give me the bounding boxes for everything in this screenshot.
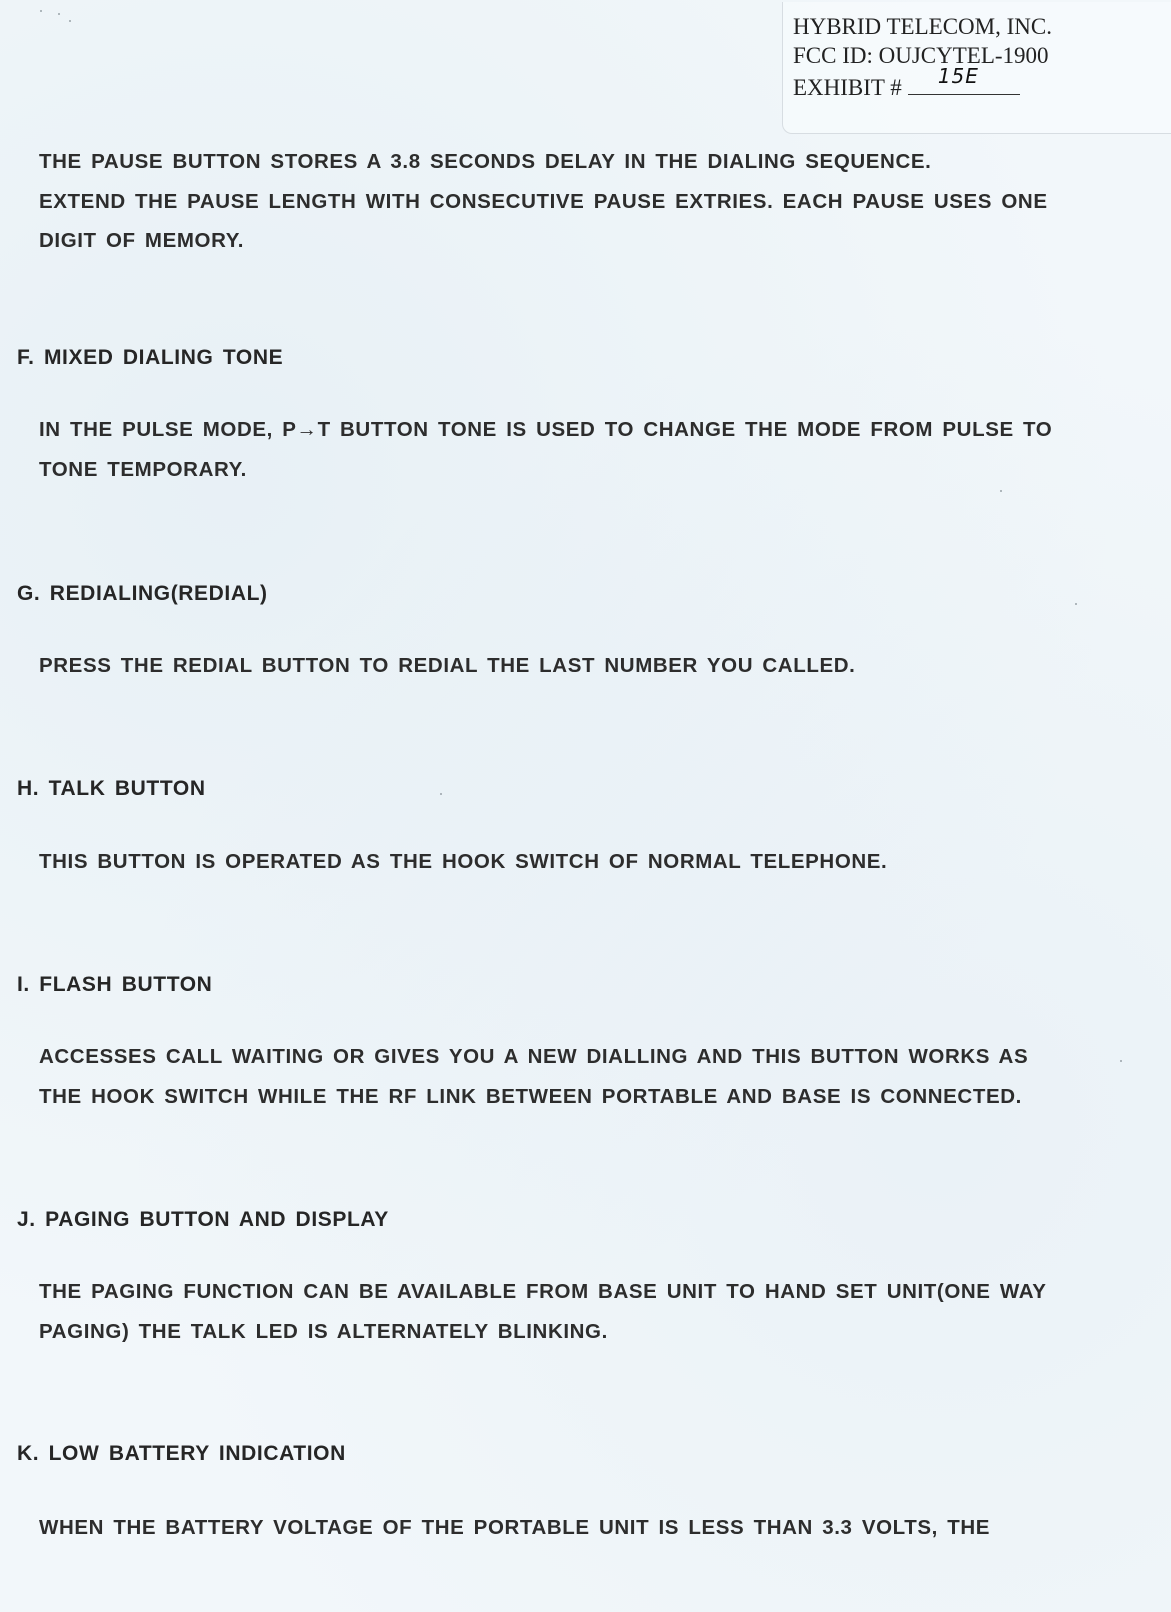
body-line: WHEN THE BATTERY VOLTAGE OF THE PORTABLE UNIT IS LESS THAN 3.3 VOLTS, THE xyxy=(39,1516,991,1539)
section-heading-g: G. REDIALING(REDIAL) xyxy=(17,582,268,605)
section-body-k xyxy=(39,1508,1149,1548)
section-body-j xyxy=(39,1272,1149,1351)
scan-speck xyxy=(440,793,442,795)
section-body-f xyxy=(39,410,1149,489)
body-line: ACCESSES CALL WAITING OR GIVES YOU A NEW DIALLING AND THIS BUTTON WORKS AS xyxy=(39,1045,1029,1068)
scan-speck xyxy=(40,10,42,12)
section-body-i xyxy=(39,1037,1149,1116)
intro-paragraph xyxy=(39,142,1149,261)
section-heading-j: J. PAGING BUTTON AND DISPLAY xyxy=(17,1208,389,1231)
section-body-g xyxy=(39,646,1149,686)
body-line: THE PAGING FUNCTION CAN BE AVAILABLE FROM BASE UNIT TO HAND SET UNIT(ONE WAY xyxy=(39,1280,1047,1303)
exhibit-number-field xyxy=(908,64,1020,95)
scan-speck xyxy=(1000,490,1002,492)
stamp-exhibit xyxy=(793,64,1020,101)
section-heading-i: I. FLASH BUTTON xyxy=(17,973,213,996)
section-heading-f: F. MIXED DIALING TONE xyxy=(17,346,284,369)
body-line: PRESS THE REDIAL BUTTON TO REDIAL THE LAST NUMBER YOU CALLED. xyxy=(39,654,856,677)
section-heading-k: K. LOW BATTERY INDICATION xyxy=(17,1442,346,1465)
body-line: PAGING) THE TALK LED IS ALTERNATELY BLINKING. xyxy=(39,1319,608,1343)
intro-line: EXTEND THE PAUSE LENGTH WITH CONSECUTIVE PAUSE EXTRIES. EACH PAUSE USES ONE xyxy=(39,189,1048,213)
stamp-company: HYBRID TELECOM, INC. xyxy=(793,14,1052,39)
body-line: THIS BUTTON IS OPERATED AS THE HOOK SWITCH OF NORMAL TELEPHONE. xyxy=(39,850,888,873)
stamp-exhibit-label: EXHIBIT # xyxy=(793,75,902,100)
intro-line: DIGIT OF MEMORY. xyxy=(39,229,245,252)
body-line: THE HOOK SWITCH WHILE THE RF LINK BETWEEN PORTABLE AND BASE IS CONNECTED. xyxy=(39,1084,1022,1108)
section-heading-h: H. TALK BUTTON xyxy=(17,777,206,800)
section-body-h xyxy=(39,842,1149,882)
stamp-fcc-id: FCC ID: OUJCYTEL-1900 xyxy=(793,43,1049,68)
intro-line: THE PAUSE BUTTON STORES A 3.8 SECONDS DELAY IN THE DIALING SEQUENCE. xyxy=(39,150,932,173)
body-line: IN THE PULSE MODE, P→T BUTTON TONE IS USED TO CHANGE THE MODE FROM PULSE TO xyxy=(39,418,1053,441)
scan-speck xyxy=(69,20,71,22)
scan-speck xyxy=(1075,603,1077,605)
scan-speck xyxy=(58,13,60,15)
exhibit-number-handwritten: 15E xyxy=(937,64,979,88)
body-line: TONE TEMPORARY. xyxy=(39,457,247,481)
exhibit-stamp xyxy=(782,2,1171,134)
